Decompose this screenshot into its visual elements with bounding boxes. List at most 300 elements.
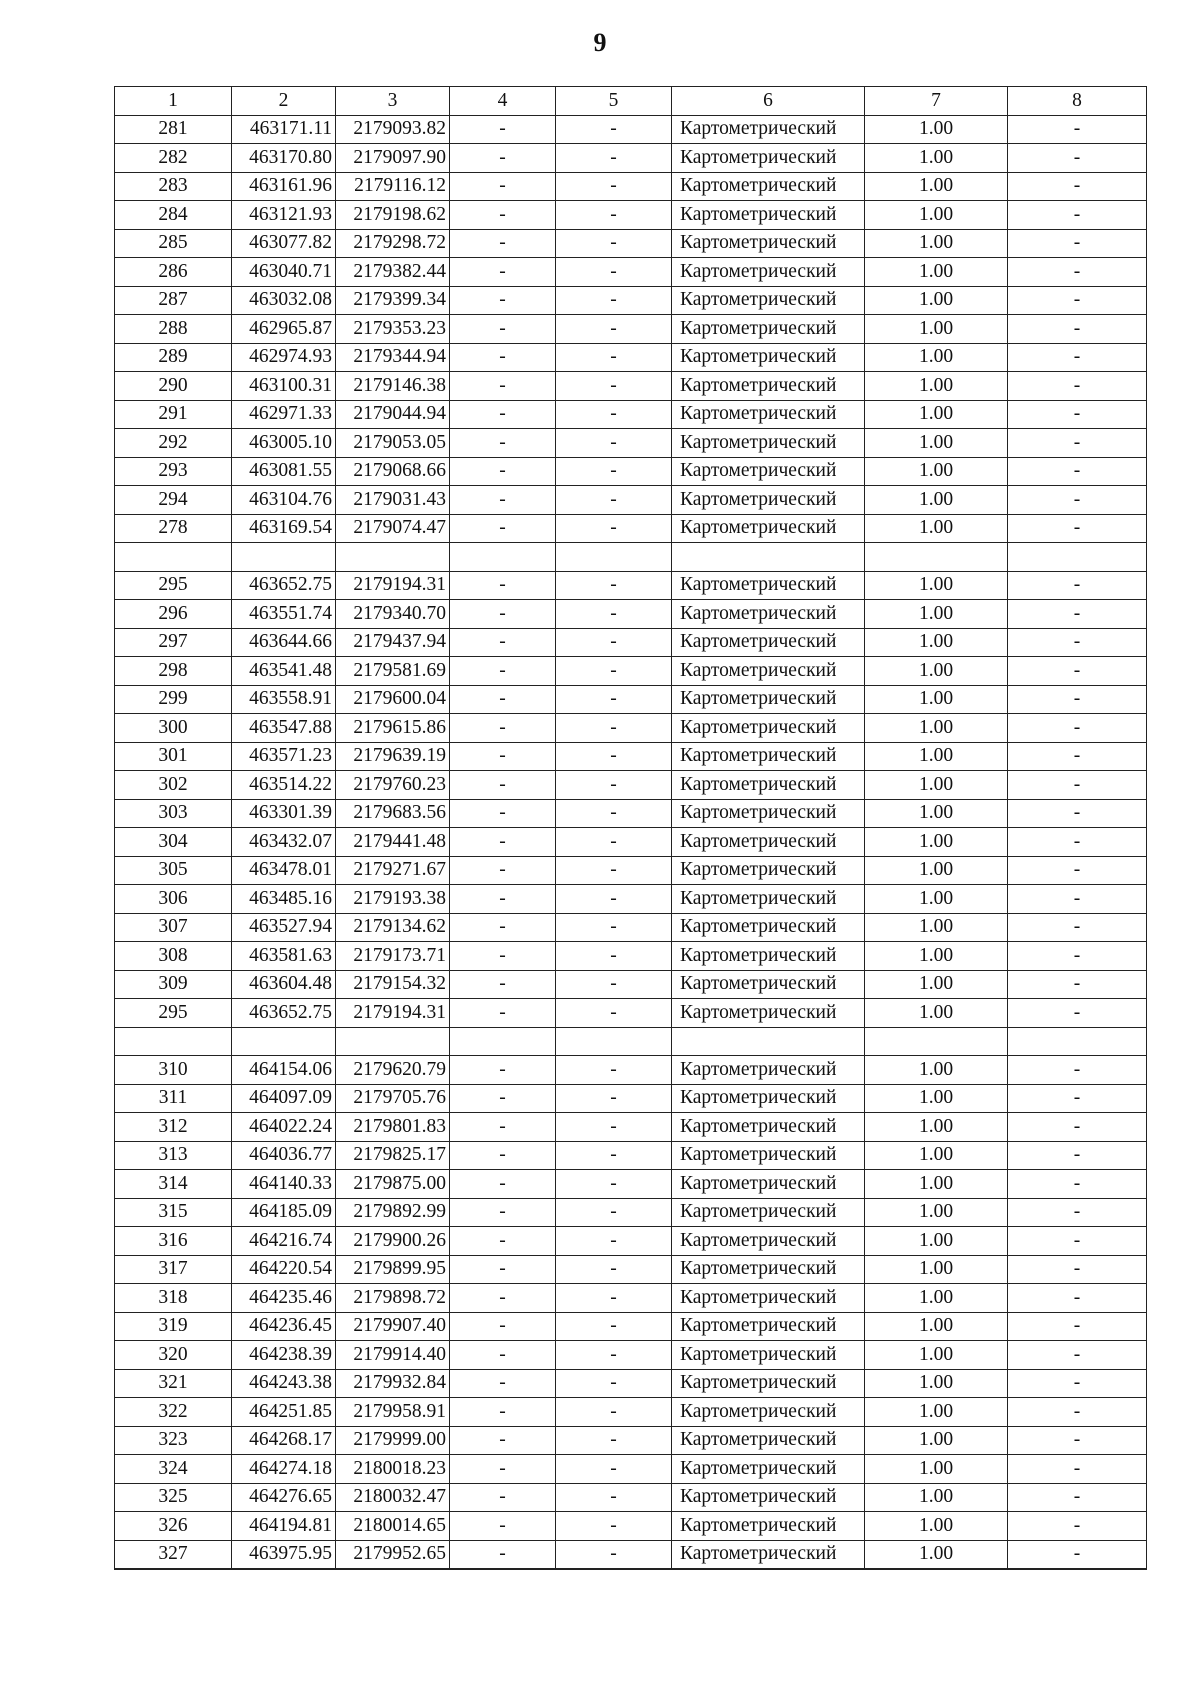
col-5-cell: -: [556, 343, 672, 372]
point-number-cell: 301: [115, 742, 232, 771]
col-4-cell: -: [450, 1198, 556, 1227]
col-4-cell: -: [450, 685, 556, 714]
table-row: [115, 685, 1147, 714]
col-8-cell: -: [1008, 514, 1147, 543]
header-cell-3: 3: [336, 87, 450, 116]
x-coordinate-cell: [232, 543, 336, 572]
accuracy-cell: 1.00: [865, 1369, 1008, 1398]
accuracy-cell: 1.00: [865, 685, 1008, 714]
col-5-cell: -: [556, 1455, 672, 1484]
y-coordinate-cell: 2179271.67: [336, 856, 450, 885]
table-row: [115, 372, 1147, 401]
col-8-cell: -: [1008, 1512, 1147, 1541]
col-8-cell: -: [1008, 1426, 1147, 1455]
point-number-cell: 312: [115, 1113, 232, 1142]
method-cell: Картометрический: [672, 1170, 865, 1199]
y-coordinate-cell: 2179116.12: [336, 172, 450, 201]
col-4-cell: -: [450, 1455, 556, 1484]
col-8-cell: -: [1008, 343, 1147, 372]
col-8-cell: -: [1008, 742, 1147, 771]
accuracy-cell: 1.00: [865, 1255, 1008, 1284]
col-4-cell: -: [450, 1512, 556, 1541]
method-cell: Картометрический: [672, 1227, 865, 1256]
x-coordinate-cell: 464235.46: [232, 1284, 336, 1313]
accuracy-cell: 1.00: [865, 1312, 1008, 1341]
accuracy-cell: [865, 543, 1008, 572]
x-coordinate-cell: 464236.45: [232, 1312, 336, 1341]
method-cell: Картометрический: [672, 1141, 865, 1170]
y-coordinate-cell: 2179146.38: [336, 372, 450, 401]
method-cell: Картометрический: [672, 799, 865, 828]
point-number-cell: 324: [115, 1455, 232, 1484]
col-5-cell: -: [556, 714, 672, 743]
accuracy-cell: 1.00: [865, 885, 1008, 914]
col-5-cell: -: [556, 1227, 672, 1256]
table-row: [115, 1084, 1147, 1113]
col-5-cell: -: [556, 1312, 672, 1341]
y-coordinate-cell: 2179173.71: [336, 942, 450, 971]
method-cell: Картометрический: [672, 856, 865, 885]
accuracy-cell: 1.00: [865, 1227, 1008, 1256]
table-row: [115, 600, 1147, 629]
y-coordinate-cell: 2179437.94: [336, 628, 450, 657]
point-number-cell: 304: [115, 828, 232, 857]
col-4-cell: -: [450, 628, 556, 657]
table-row: [115, 258, 1147, 287]
point-number-cell: 278: [115, 514, 232, 543]
col-4-cell: -: [450, 571, 556, 600]
table-row: [115, 201, 1147, 230]
x-coordinate-cell: 463541.48: [232, 657, 336, 686]
x-coordinate-cell: 463652.75: [232, 999, 336, 1028]
method-cell: Картометрический: [672, 457, 865, 486]
col-5-cell: -: [556, 1483, 672, 1512]
y-coordinate-cell: 2179615.86: [336, 714, 450, 743]
method-cell: Картометрический: [672, 1312, 865, 1341]
point-number-cell: 295: [115, 571, 232, 600]
method-cell: Картометрический: [672, 1056, 865, 1085]
col-4-cell: -: [450, 1540, 556, 1569]
point-number-cell: 308: [115, 942, 232, 971]
col-4-cell: -: [450, 1426, 556, 1455]
method-cell: Картометрический: [672, 1369, 865, 1398]
col-4-cell: -: [450, 1255, 556, 1284]
point-number-cell: 286: [115, 258, 232, 287]
method-cell: Картометрический: [672, 571, 865, 600]
point-number-cell: 313: [115, 1141, 232, 1170]
col-8-cell: -: [1008, 1398, 1147, 1427]
col-5-cell: -: [556, 486, 672, 515]
x-coordinate-cell: 464251.85: [232, 1398, 336, 1427]
accuracy-cell: 1.00: [865, 514, 1008, 543]
table-row: [115, 1455, 1147, 1484]
x-coordinate-cell: 463547.88: [232, 714, 336, 743]
x-coordinate-cell: 463551.74: [232, 600, 336, 629]
col-4-cell: -: [450, 115, 556, 144]
accuracy-cell: 1.00: [865, 1341, 1008, 1370]
col-4-cell: -: [450, 514, 556, 543]
method-cell: Картометрический: [672, 258, 865, 287]
col-4-cell: -: [450, 400, 556, 429]
col-8-cell: -: [1008, 1483, 1147, 1512]
method-cell: Картометрический: [672, 970, 865, 999]
col-4-cell: -: [450, 657, 556, 686]
y-coordinate-cell: 2179683.56: [336, 799, 450, 828]
method-cell: Картометрический: [672, 172, 865, 201]
accuracy-cell: 1.00: [865, 400, 1008, 429]
header-row: [115, 87, 1147, 116]
table-row: [115, 657, 1147, 686]
method-cell: Картометрический: [672, 372, 865, 401]
point-number-cell: 310: [115, 1056, 232, 1085]
col-8-cell: -: [1008, 1227, 1147, 1256]
table-row: [115, 1198, 1147, 1227]
x-coordinate-cell: 463169.54: [232, 514, 336, 543]
y-coordinate-cell: 2179031.43: [336, 486, 450, 515]
y-coordinate-cell: 2179344.94: [336, 343, 450, 372]
point-number-cell: 291: [115, 400, 232, 429]
col-8-cell: -: [1008, 885, 1147, 914]
col-5-cell: -: [556, 286, 672, 315]
col-4-cell: -: [450, 714, 556, 743]
point-number-cell: 303: [115, 799, 232, 828]
col-8-cell: -: [1008, 1141, 1147, 1170]
col-5-cell: -: [556, 913, 672, 942]
col-5-cell: -: [556, 885, 672, 914]
table-row: [115, 628, 1147, 657]
method-cell: Картометрический: [672, 1084, 865, 1113]
accuracy-cell: 1.00: [865, 600, 1008, 629]
col-5-cell: -: [556, 1398, 672, 1427]
y-coordinate-cell: [336, 543, 450, 572]
col-4-cell: -: [450, 429, 556, 458]
point-number-cell: 297: [115, 628, 232, 657]
y-coordinate-cell: 2179581.69: [336, 657, 450, 686]
x-coordinate-cell: 464140.33: [232, 1170, 336, 1199]
col-8-cell: -: [1008, 201, 1147, 230]
table-row: [115, 1341, 1147, 1370]
table-row: [115, 457, 1147, 486]
x-coordinate-cell: 463975.95: [232, 1540, 336, 1569]
col-5-cell: -: [556, 115, 672, 144]
header-cell-8: 8: [1008, 87, 1147, 116]
table-row: [115, 913, 1147, 942]
x-coordinate-cell: 463100.31: [232, 372, 336, 401]
y-coordinate-cell: 2179952.65: [336, 1540, 450, 1569]
point-number-cell: [115, 1027, 232, 1056]
accuracy-cell: 1.00: [865, 343, 1008, 372]
col-5-cell: -: [556, 799, 672, 828]
col-8-cell: -: [1008, 913, 1147, 942]
col-5-cell: -: [556, 1113, 672, 1142]
method-cell: Картометрический: [672, 429, 865, 458]
y-coordinate-cell: 2179932.84: [336, 1369, 450, 1398]
table-row: [115, 1483, 1147, 1512]
table-row: [115, 343, 1147, 372]
table-row: [115, 1056, 1147, 1085]
table-row: [115, 999, 1147, 1028]
col-5-cell: -: [556, 600, 672, 629]
x-coordinate-cell: 463081.55: [232, 457, 336, 486]
col-4-cell: -: [450, 229, 556, 258]
col-4-cell: -: [450, 1170, 556, 1199]
x-coordinate-cell: 463652.75: [232, 571, 336, 600]
y-coordinate-cell: [336, 1027, 450, 1056]
col-5-cell: -: [556, 942, 672, 971]
accuracy-cell: 1.00: [865, 1398, 1008, 1427]
col-4-cell: -: [450, 913, 556, 942]
y-coordinate-cell: 2179298.72: [336, 229, 450, 258]
col-5-cell: -: [556, 685, 672, 714]
y-coordinate-cell: 2180032.47: [336, 1483, 450, 1512]
col-8-cell: -: [1008, 457, 1147, 486]
col-4-cell: -: [450, 1141, 556, 1170]
x-coordinate-cell: 463514.22: [232, 771, 336, 800]
col-8-cell: -: [1008, 828, 1147, 857]
method-cell: Картометрический: [672, 514, 865, 543]
point-number-cell: 320: [115, 1341, 232, 1370]
col-8-cell: -: [1008, 685, 1147, 714]
accuracy-cell: 1.00: [865, 771, 1008, 800]
col-4-cell: -: [450, 885, 556, 914]
point-number-cell: 314: [115, 1170, 232, 1199]
x-coordinate-cell: 463040.71: [232, 258, 336, 287]
col-5-cell: -: [556, 258, 672, 287]
col-4-cell: -: [450, 144, 556, 173]
x-coordinate-cell: 463644.66: [232, 628, 336, 657]
method-cell: Картометрический: [672, 771, 865, 800]
x-coordinate-cell: 464268.17: [232, 1426, 336, 1455]
y-coordinate-cell: 2179194.31: [336, 571, 450, 600]
header-cell-4: 4: [450, 87, 556, 116]
accuracy-cell: 1.00: [865, 315, 1008, 344]
header-cell-5: 5: [556, 87, 672, 116]
accuracy-cell: 1.00: [865, 970, 1008, 999]
method-cell: Картометрический: [672, 714, 865, 743]
accuracy-cell: 1.00: [865, 144, 1008, 173]
accuracy-cell: 1.00: [865, 258, 1008, 287]
method-cell: Картометрический: [672, 144, 865, 173]
col-8-cell: -: [1008, 856, 1147, 885]
col-8-cell: -: [1008, 1455, 1147, 1484]
point-number-cell: 309: [115, 970, 232, 999]
table-row: [115, 286, 1147, 315]
col-8-cell: -: [1008, 258, 1147, 287]
method-cell: Картометрический: [672, 1398, 865, 1427]
method-cell: Картометрический: [672, 343, 865, 372]
accuracy-cell: 1.00: [865, 1198, 1008, 1227]
point-number-cell: 292: [115, 429, 232, 458]
point-number-cell: 299: [115, 685, 232, 714]
y-coordinate-cell: 2179193.38: [336, 885, 450, 914]
method-cell: Картометрический: [672, 1341, 865, 1370]
col-4-cell: -: [450, 1227, 556, 1256]
col-5-cell: -: [556, 1540, 672, 1569]
method-cell: Картометрический: [672, 1512, 865, 1541]
col-8-cell: -: [1008, 372, 1147, 401]
table-row: [115, 400, 1147, 429]
y-coordinate-cell: 2179907.40: [336, 1312, 450, 1341]
accuracy-cell: 1.00: [865, 372, 1008, 401]
col-4-cell: -: [450, 771, 556, 800]
x-coordinate-cell: 463558.91: [232, 685, 336, 714]
point-number-cell: 316: [115, 1227, 232, 1256]
x-coordinate-cell: 463432.07: [232, 828, 336, 857]
x-coordinate-cell: 464243.38: [232, 1369, 336, 1398]
accuracy-cell: 1.00: [865, 1540, 1008, 1569]
col-8-cell: -: [1008, 999, 1147, 1028]
y-coordinate-cell: 2180014.65: [336, 1512, 450, 1541]
col-8-cell: -: [1008, 1540, 1147, 1569]
y-coordinate-cell: 2179399.34: [336, 286, 450, 315]
y-coordinate-cell: 2179760.23: [336, 771, 450, 800]
point-number-cell: 307: [115, 913, 232, 942]
x-coordinate-cell: 462965.87: [232, 315, 336, 344]
table-row: [115, 1170, 1147, 1199]
method-cell: Картометрический: [672, 229, 865, 258]
method-cell: Картометрический: [672, 685, 865, 714]
col-5-cell: -: [556, 1141, 672, 1170]
col-8-cell: -: [1008, 771, 1147, 800]
point-number-cell: 289: [115, 343, 232, 372]
y-coordinate-cell: 2179154.32: [336, 970, 450, 999]
accuracy-cell: 1.00: [865, 229, 1008, 258]
accuracy-cell: 1.00: [865, 999, 1008, 1028]
method-cell: Картометрический: [672, 600, 865, 629]
point-number-cell: 296: [115, 600, 232, 629]
col-5-cell: [556, 1027, 672, 1056]
point-number-cell: 288: [115, 315, 232, 344]
col-4-cell: -: [450, 1398, 556, 1427]
accuracy-cell: 1.00: [865, 115, 1008, 144]
col-5-cell: -: [556, 628, 672, 657]
col-5-cell: -: [556, 372, 672, 401]
col-8-cell: -: [1008, 799, 1147, 828]
y-coordinate-cell: 2179801.83: [336, 1113, 450, 1142]
col-4-cell: -: [450, 201, 556, 230]
col-8-cell: -: [1008, 400, 1147, 429]
table-row: [115, 486, 1147, 515]
y-coordinate-cell: 2179600.04: [336, 685, 450, 714]
col-8-cell: -: [1008, 115, 1147, 144]
accuracy-cell: 1.00: [865, 657, 1008, 686]
y-coordinate-cell: 2179044.94: [336, 400, 450, 429]
x-coordinate-cell: 464022.24: [232, 1113, 336, 1142]
col-5-cell: -: [556, 1426, 672, 1455]
page-number: 9: [593, 28, 607, 57]
accuracy-cell: 1.00: [865, 714, 1008, 743]
method-cell: Картометрический: [672, 942, 865, 971]
col-5-cell: -: [556, 400, 672, 429]
method-cell: Картометрический: [672, 286, 865, 315]
y-coordinate-cell: 2179825.17: [336, 1141, 450, 1170]
accuracy-cell: 1.00: [865, 742, 1008, 771]
col-5-cell: -: [556, 970, 672, 999]
method-cell: Картометрический: [672, 657, 865, 686]
method-cell: Картометрический: [672, 1198, 865, 1227]
y-coordinate-cell: 2179958.91: [336, 1398, 450, 1427]
method-cell: Картометрический: [672, 742, 865, 771]
method-cell: Картометрический: [672, 1540, 865, 1569]
table-row: [115, 571, 1147, 600]
x-coordinate-cell: 464274.18: [232, 1455, 336, 1484]
y-coordinate-cell: 2179093.82: [336, 115, 450, 144]
table-row: [115, 429, 1147, 458]
y-coordinate-cell: 2179068.66: [336, 457, 450, 486]
col-8-cell: -: [1008, 1170, 1147, 1199]
accuracy-cell: 1.00: [865, 1170, 1008, 1199]
method-cell: Картометрический: [672, 115, 865, 144]
accuracy-cell: 1.00: [865, 1084, 1008, 1113]
table-row: [115, 1227, 1147, 1256]
col-8-cell: -: [1008, 286, 1147, 315]
x-coordinate-cell: 464185.09: [232, 1198, 336, 1227]
table-row: [115, 828, 1147, 857]
point-number-cell: 305: [115, 856, 232, 885]
x-coordinate-cell: 463478.01: [232, 856, 336, 885]
col-4-cell: -: [450, 457, 556, 486]
table-row: [115, 315, 1147, 344]
y-coordinate-cell: 2179441.48: [336, 828, 450, 857]
table-row: [115, 172, 1147, 201]
point-number-cell: 293: [115, 457, 232, 486]
x-coordinate-cell: [232, 1027, 336, 1056]
point-number-cell: 282: [115, 144, 232, 173]
y-coordinate-cell: 2179198.62: [336, 201, 450, 230]
table-row: [115, 1312, 1147, 1341]
col-5-cell: -: [556, 571, 672, 600]
col-8-cell: -: [1008, 657, 1147, 686]
method-cell: Картометрический: [672, 885, 865, 914]
point-number-cell: 300: [115, 714, 232, 743]
col-5-cell: -: [556, 828, 672, 857]
point-number-cell: 317: [115, 1255, 232, 1284]
col-5-cell: -: [556, 514, 672, 543]
accuracy-cell: 1.00: [865, 429, 1008, 458]
col-4-cell: [450, 1027, 556, 1056]
y-coordinate-cell: 2179639.19: [336, 742, 450, 771]
x-coordinate-cell: 464220.54: [232, 1255, 336, 1284]
col-8-cell: -: [1008, 1255, 1147, 1284]
col-8-cell: -: [1008, 970, 1147, 999]
col-8-cell: -: [1008, 229, 1147, 258]
col-8-cell: -: [1008, 1312, 1147, 1341]
coordinates-table: [114, 86, 1147, 1570]
table-row: [115, 1141, 1147, 1170]
x-coordinate-cell: 463171.11: [232, 115, 336, 144]
col-5-cell: -: [556, 1284, 672, 1313]
col-8-cell: -: [1008, 1084, 1147, 1113]
accuracy-cell: 1.00: [865, 799, 1008, 828]
table-row: [115, 1284, 1147, 1313]
point-number-cell: 281: [115, 115, 232, 144]
x-coordinate-cell: 464238.39: [232, 1341, 336, 1370]
col-5-cell: -: [556, 771, 672, 800]
x-coordinate-cell: 463032.08: [232, 286, 336, 315]
y-coordinate-cell: 2179898.72: [336, 1284, 450, 1313]
table-row: [115, 970, 1147, 999]
col-4-cell: -: [450, 1312, 556, 1341]
point-number-cell: 284: [115, 201, 232, 230]
point-number-cell: 311: [115, 1084, 232, 1113]
method-cell: Картометрический: [672, 1284, 865, 1313]
col-8-cell: -: [1008, 1113, 1147, 1142]
x-coordinate-cell: 464097.09: [232, 1084, 336, 1113]
method-cell: Картометрический: [672, 486, 865, 515]
col-8-cell: -: [1008, 1341, 1147, 1370]
table-header: [115, 87, 1147, 116]
x-coordinate-cell: 463077.82: [232, 229, 336, 258]
